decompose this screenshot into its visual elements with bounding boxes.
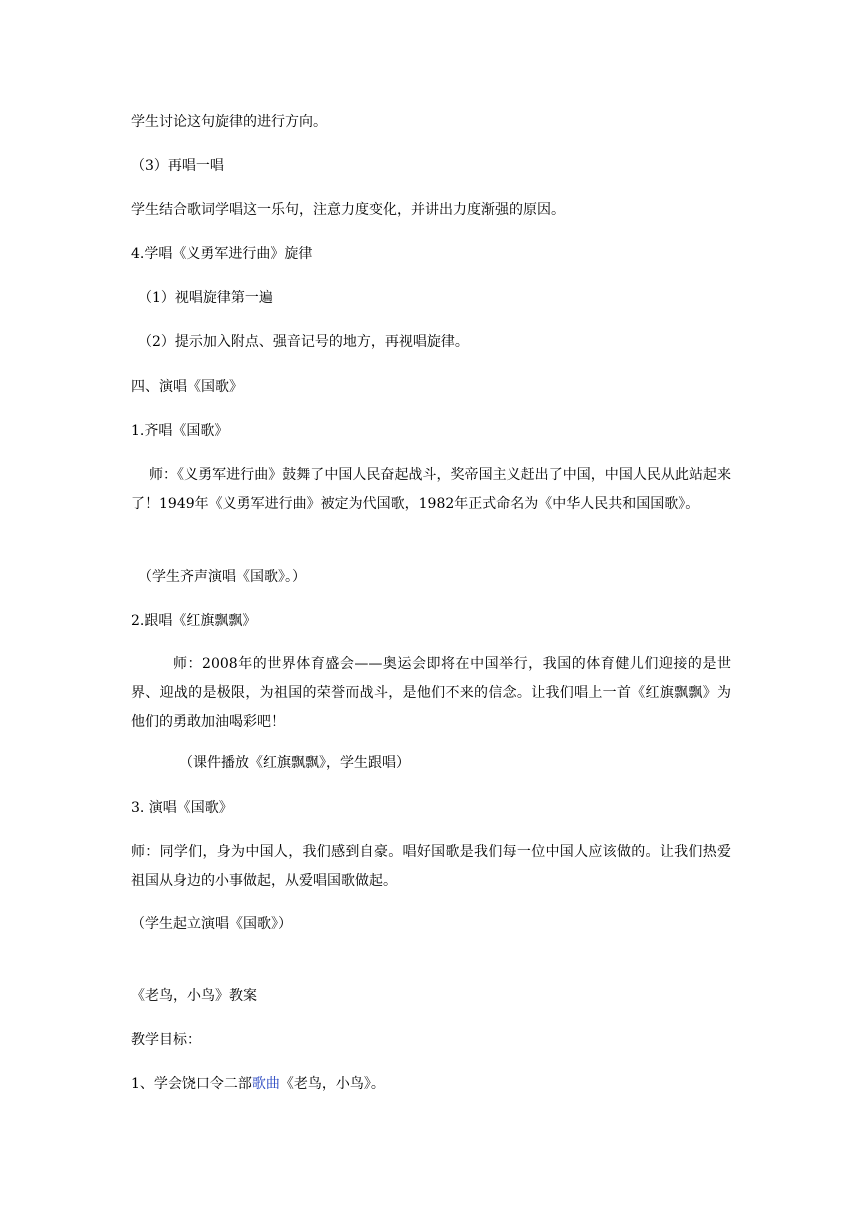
text-segment: 《老鸟，小鸟》。 bbox=[279, 1076, 385, 1092]
section-heading: 4.学唱《义勇军进行曲》旋律 bbox=[131, 246, 313, 262]
text-line: （1）视唱旋律第一遍 bbox=[138, 290, 273, 306]
text-line bbox=[131, 1074, 731, 1094]
section-heading: 1.齐唱《国歌》 bbox=[131, 423, 229, 439]
text-line: （课件播放《红旗飘飘》，学生跟唱） bbox=[179, 755, 410, 771]
section-heading: 3. 演唱《国歌》 bbox=[131, 800, 233, 816]
text-segment: 1、学会饶口令二部 bbox=[131, 1076, 252, 1092]
section-heading: 四、演唱《国歌》 bbox=[131, 379, 243, 395]
lesson-title: 《老鸟，小鸟》教案 bbox=[131, 988, 257, 1004]
paragraph: 师：同学们，身为中国人，我们感到自豪。唱好国歌是我们每一位中国人应该做的。让我们热爱祖国从身边的小事做起，从爱唱国歌做起。 bbox=[131, 844, 731, 889]
text-line: 学生结合歌词学唱这一乐句，注意力度变化，并讲出力度渐强的原因。 bbox=[131, 202, 565, 218]
section-heading: 教学目标： bbox=[131, 1032, 201, 1048]
song-link[interactable]: 歌曲 bbox=[251, 1076, 280, 1092]
text-line: （3）再唱一唱 bbox=[131, 158, 224, 174]
paragraph: 师：2008年的世界体育盛会——奥运会即将在中国举行，我国的体育健儿们迎接的是世界、迎战的是极限，为祖国的荣誉而战斗，是他们不来的信念。让我们唱上一首《红旗飘飘》为他们的勇敢加油喝彩吧！ bbox=[131, 656, 731, 730]
text-line: （2）提示加入附点、强音记号的地方，再视唱旋律。 bbox=[138, 334, 469, 350]
text-line: 学生讨论这句旋律的进行方向。 bbox=[131, 114, 327, 130]
paragraph: 师：《义勇军进行曲》鼓舞了中国人民奋起战斗，奖帝国主义赶出了中国，中国人民从此站起来了！1949年《义勇军进行曲》被定为代国歌，1982年正式命名为《中华人民共和国国歌》。 bbox=[131, 467, 731, 512]
text-line: （学生起立演唱《国歌》） bbox=[131, 916, 292, 932]
section-heading: 2.跟唱《红旗飘飘》 bbox=[131, 613, 257, 629]
text-line: （学生齐声演唱《国歌》。） bbox=[138, 569, 306, 585]
